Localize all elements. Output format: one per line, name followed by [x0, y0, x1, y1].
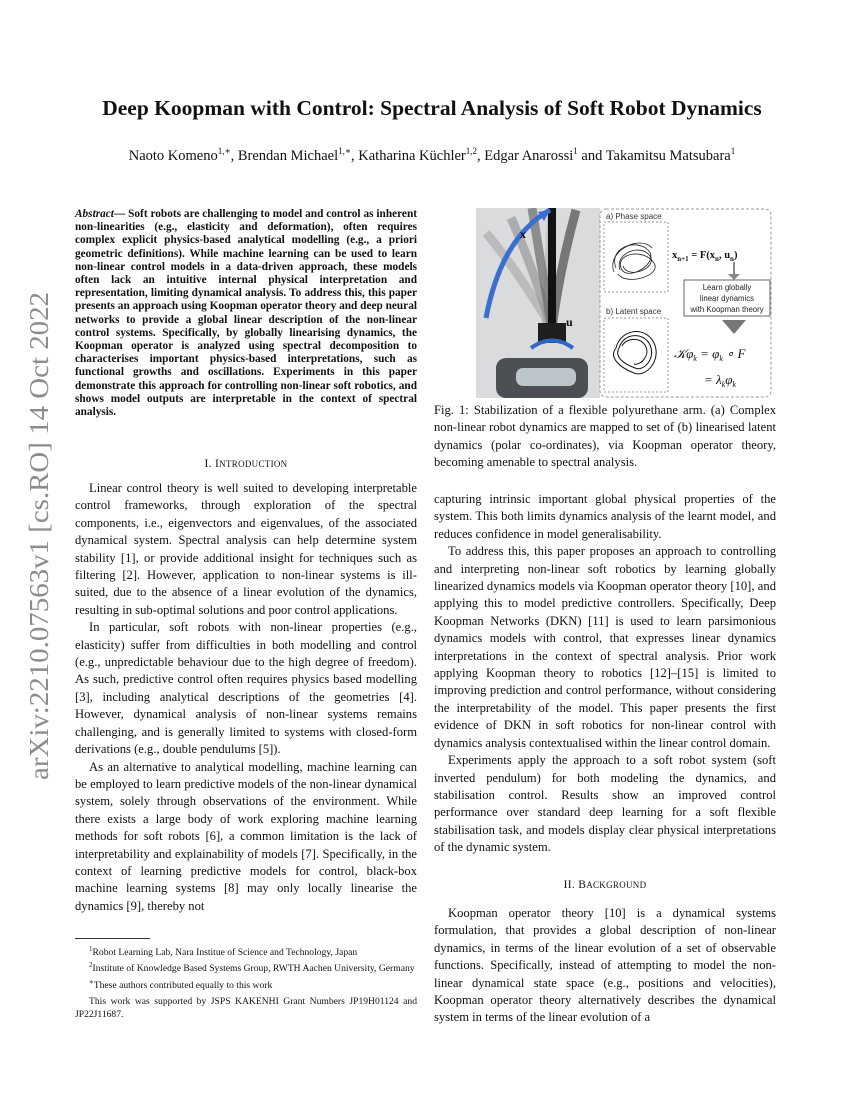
equation-transition: $x_{n+1} = F(x_n$, $u_n$): [672, 250, 738, 263]
figure-box-line1: Learn globally: [702, 283, 752, 292]
arxiv-identifier: [8, 292, 64, 780]
paragraph: capturing intrinsic important global physical properties of the system. This both limits dynamics analysis of the learnt model, and reduces confidence in model generalisability.: [434, 492, 776, 541]
footnote-divider: [75, 938, 150, 939]
abstract-label: Abstract: [75, 208, 114, 220]
author-name: Brendan Michael: [237, 147, 339, 164]
abstract-text: — Soft robots are challenging to model and control as inherent non-linearities (e.g., elasticity and deformation), often requires complex explicit physics-based analytical modelling (e.g., a priori geometric definitions). While machine learning can be used to learn non-linear control models in a data-driven approach, these models often lack an intuitive internal physical interpretation and representation, limiting dynamical analysis. To address this, this paper presents an approach using Koopman operator theory and deep neural networks to provide a global linear description of the non-linear control systems. Specifically, by globally linearising dynamics, the Koopman operator is analyzed using spectral decomposition to characterises important physics-based interpretations, such as functional growths and oscillations. Experiments in this paper demonstrate this approach for controlling non-linear soft robotics, and shows model outputs are interpretable in the context of spectral analysis.: [75, 208, 417, 419]
panel-a-label: a) Phase space: [606, 212, 662, 221]
footnote: ∗These authors contributed equally to this work: [89, 977, 273, 991]
author-list: Naoto Komeno$^{1,∗}$, Brendan Michael$^{1,∗}$, Katharina Küchler$^{1,2}$, Edgar Anarossi$^1$ and Takamitsu Matsubara$^1$: [128, 146, 736, 164]
paragraph: Linear control theory is well suited to developing interpretable control frameworks, through exploration of the spectral components, i.e., eigenvectors and eigenvalues, of the associated dynamical system. Spectral analysis can help determine system stability [1], or provide additional insight for techniques such as filtering [2]. However, application to non-linear systems is ill-suited, due to the absence of a linear evolution of the dynamics, resulting in sub-optimal solutions and poor control applications.: [75, 481, 417, 617]
left-column-body: [75, 480, 417, 915]
figure-1: [476, 208, 772, 398]
paragraph: As an alternative to analytical modelling, machine learning can be employed to learn predictive models of the non-linear dynamical system, solely through observations of the environment. While there exists a large body of work exploring machine learning methods for soft robots [6], a common limitation is the lack of interpretability and explainability of models [7]. Specifically, in the context of learning predictive models for control, black-box machine learning systems [8] may only locally linearise the dynamics [9], thereby not: [75, 759, 417, 913]
paragraph: In particular, soft robots with non-linear properties (e.g., elasticity) suffer from difficulties in both modelling and control (e.g., unpredictable behaviour due to the high degree of freedom). As such, predictive control often requires physics based modelling [3], including analytical descriptions of the geometries [4]. However, dynamical analysis of non-linear systems remains challenging, and is generally limited to systems with closed-form derivations (e.g., double pendulums [5]).: [75, 620, 417, 757]
panel-b-label: b) Latent space: [606, 307, 662, 316]
abstract: [75, 208, 417, 419]
paragraph: To address this, this paper proposes an approach to controlling and interpreting non-linear soft robotics by learning globally linearized dynamics models via Koopman operator theory [10], and applying this to model predictive controllers. Specifically, Deep Koopman Networks (DKN) [11] is used to learn parsimonious dynamics models with control, that expresses linear dynamics interpretations in the context of spectral analysis. Prior work applying Koopman theory to robotics [12]–[15] is limited to improving prediction and control performance, without considering the interpretability of the model. This paper presents the first evidence of DKN in soft robotics for non-linear control with dynamics analysis contextualised within the linear control domain.: [434, 544, 776, 750]
author-name: Naoto Komeno: [128, 147, 218, 164]
author-affiliation: 1: [573, 146, 578, 156]
figure-label-x: x: [520, 227, 526, 241]
author-name: Edgar Anarossi: [484, 147, 574, 164]
paragraph: Koopman operator theory [10] is a dynamical systems formulation, that provides a global description of non-linear dynamics, in terms of the linear evolution of a set of observable functions. Specifically, instead of attempting to model the non-linear dynamical state space (e.g., positions and velocities), Koopman operator theory alternatively describes the dynamical system in terms of the linear evolution of a: [434, 906, 776, 1025]
background-body: [434, 905, 776, 1027]
author-affiliation: 1,2: [465, 146, 478, 156]
author-affiliation: 1,∗: [338, 146, 352, 156]
figure-label-u: u: [566, 315, 573, 329]
author-affiliation: 1,∗: [217, 146, 231, 156]
author-name: Takamitsu Matsubara: [605, 147, 731, 164]
figure-box-line2: linear dynamics: [699, 294, 755, 303]
figure-caption: Fig. 1: Stabilization of a flexible polyurethane arm. (a) Complex non-linear robot dynamics are mapped to set of (b) linearised latent dynamics (polar co-ordinates), via Koopman operator theory, becoming amenable to spectral analysis.: [434, 403, 776, 470]
footnote: This work was supported by JSPS KAKENHI Grant Numbers JP19H01124 and JP22J11687.: [75, 996, 417, 1020]
equation-eigen: = $\lambda_k\varphi_k$: [704, 372, 736, 389]
paper-title: Deep Koopman with Control: Spectral Analysis of Soft Robot Dynamics: [102, 96, 762, 120]
arxiv-id-text: arXiv:2210.07563v1 [cs.RO] 14 Oct 2022: [24, 324, 54, 780]
figure-box-line3: with Koopman theory: [690, 305, 764, 314]
footnote: $^1$Robot Learning Lab, Nara Institue of Science and Technology, Japan: [89, 945, 358, 959]
equation-koopman: 𝒦φ$_k$ = $\varphi_k$ ∘ F: [674, 346, 746, 363]
author-affiliation: 1: [730, 146, 736, 156]
section-heading-background: II. BACKGROUND: [563, 879, 647, 891]
author-name: Katharina Küchler: [358, 147, 466, 164]
footnotes: [75, 943, 417, 1021]
paragraph: Experiments apply the approach to a soft robot system (soft inverted pendulum) for both modeling the dynamics, and stabilisation control. Results show an improved control performance over standard deep learning for a soft flexible stabilisation task, and models display clear physical interpretations of the dynamic system.: [434, 753, 776, 855]
section-heading-introduction: I. INTRODUCTION: [204, 458, 288, 470]
footnote: $^2$Institute of Knowledge Based Systems Group, RWTH Aachen University, Germany: [89, 961, 415, 975]
right-column-body: [434, 491, 776, 857]
